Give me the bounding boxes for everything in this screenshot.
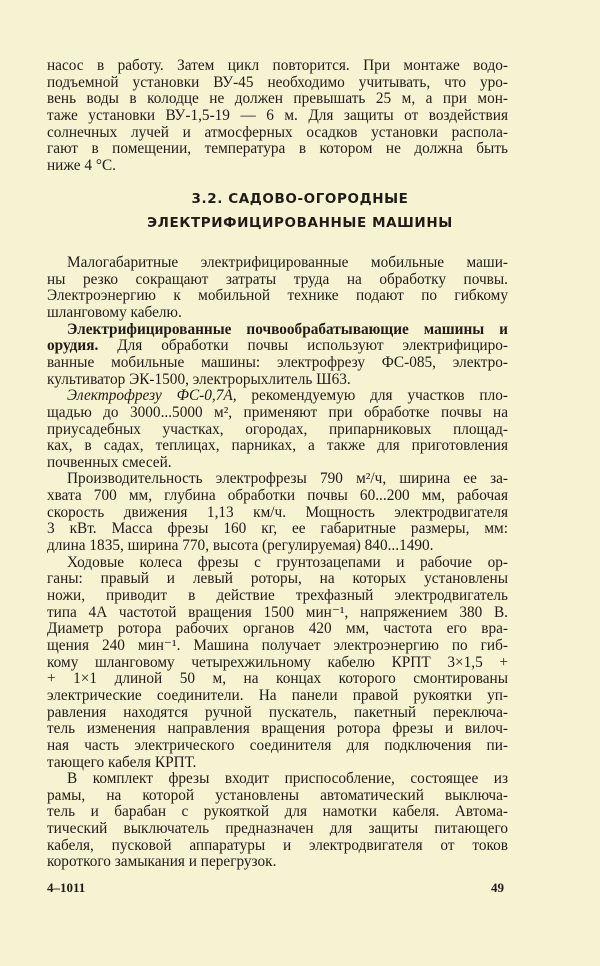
text-run: культиватор ЭК-1500, электрорыхлитель Ш63. — [47, 370, 351, 388]
text-run: рекомендуемую для участков пло- — [236, 387, 508, 405]
text-line — [47, 74, 508, 91]
text-run: Производительность электрофрезы 790 м²/ч, ширина ее за- — [67, 470, 508, 488]
text-line — [67, 554, 508, 571]
bold-run: Электрифицированные почвообрабатывающие машины и — [67, 320, 508, 338]
text-line — [47, 637, 508, 654]
text-line — [47, 754, 508, 771]
text-run: хвата 700 мм, глубина обработки почвы 60...200 мм, рабочая — [47, 487, 508, 505]
text-run: типа 4А частотой вращения 1500 мин⁻¹, напряжением 380 В. — [47, 603, 508, 621]
text-line — [47, 437, 508, 454]
text-run: Для обработки почвы используют электрифициро- — [98, 337, 508, 355]
text-line — [67, 470, 508, 487]
text-line — [47, 704, 508, 721]
text-line — [67, 321, 508, 338]
section-heading-line-1: 3.2. САДОВО-ОГОРОДНЫЕ — [191, 191, 409, 207]
text-run: тающего кабеля КРПТ. — [47, 753, 197, 771]
text-line — [47, 90, 508, 107]
text-run: скорость движения 1,13 км/ч. Мощность электродвигателя — [47, 503, 508, 521]
text-line — [47, 720, 508, 737]
text-line — [47, 687, 508, 704]
text-run: насос в работу. Затем цикл повторится. При монтаже водо- — [47, 57, 508, 74]
text-line — [47, 520, 508, 537]
text-run: кому шланговому четырехжильному кабелю КРПТ 3×1,5 + — [47, 653, 508, 671]
text-line — [47, 853, 508, 870]
text-run: длина 1835, ширина 770, высота (регулируемая) 840...1490. — [47, 537, 434, 555]
text-run: подъемной установки ВУ-45 необходимо учитывать, что уро- — [47, 73, 508, 91]
text-run: ны резко сокращают затраты труда на обработку почвы. — [47, 270, 508, 288]
italic-run: Электрофрезу ФС-0,7А, — [67, 387, 237, 405]
text-line — [47, 487, 508, 504]
text-run: тель изменения направления вращения ротора фрезы и вилоч- — [47, 720, 508, 738]
text-line — [47, 787, 508, 804]
text-run: ванные мобильные машины: электрофрезу ФС-085, электро- — [47, 353, 508, 371]
text-run: 3 кВт. Масса фрезы 160 кг, ее габаритные размеры, мм: — [47, 520, 508, 538]
text-line — [47, 304, 508, 321]
text-run: ниже 4 °С. — [47, 156, 116, 174]
text-run: равления находятся ручной пускатель, пакетный переключа- — [47, 703, 508, 721]
text-line — [47, 404, 508, 421]
text-run: ганы: правый и левый роторы, на которых установлены — [47, 570, 508, 588]
text-line — [47, 620, 508, 637]
text-line — [47, 454, 508, 471]
text-line — [47, 57, 508, 74]
text-line — [47, 124, 508, 141]
text-line — [47, 337, 508, 354]
text-line — [47, 107, 508, 124]
text-run: электрические соединители. На панели правой рукоятки уп- — [47, 686, 508, 704]
text-line — [47, 570, 508, 587]
text-line — [47, 604, 508, 621]
text-run: Электроэнергию к мобильной технике подают по гибкому — [47, 287, 508, 305]
text-run: щадью до 3000...5000 м², применяют при обработке почвы на — [47, 403, 508, 421]
text-line — [67, 254, 508, 271]
text-line — [67, 387, 508, 404]
text-run: короткого замыкания и перегрузок. — [47, 853, 277, 871]
text-line — [47, 287, 508, 304]
text-run: Диаметр ротора рабочих органов 420 мм, частота его вра- — [47, 620, 508, 638]
text-line — [47, 157, 508, 174]
text-run: + 1×1 длиной 50 м, на концах которого смонтированы — [47, 670, 508, 688]
text-line — [67, 770, 508, 787]
text-run: ножи, приводит в действие трехфазный электродвигатель — [47, 587, 508, 604]
text-run: Малогабаритные электрифицированные мобильные маши- — [67, 254, 508, 271]
text-run: В комплект фрезы входит приспособление, состоящее из — [67, 770, 508, 788]
text-line — [47, 371, 508, 388]
printer-signature: 4–1011 — [47, 880, 86, 895]
text-run: рамы, на которой установлены автоматический выключа- — [47, 786, 508, 804]
text-run: приусадебных участках, огородах, припарниковых площад- — [47, 420, 508, 438]
bold-run: орудия. — [47, 337, 99, 355]
text-line — [47, 820, 508, 837]
text-line — [47, 737, 508, 754]
text-line — [47, 837, 508, 854]
text-run: Ходовые колеса фрезы с грунтозацепами и рабочие ор- — [67, 553, 508, 571]
text-line — [47, 421, 508, 438]
text-run: кабеля, пусковой аппаратуры и электродвигателя от токов — [47, 836, 508, 854]
text-line — [47, 670, 508, 687]
text-line — [47, 504, 508, 521]
text-run: ках, в садах, теплицах, парниках, а также для приготовления — [47, 437, 508, 455]
text-line — [47, 803, 508, 820]
text-line — [47, 354, 508, 371]
text-line — [47, 537, 508, 554]
text-run: вень воды в колодце не должен превышать 25 м, а при мон- — [47, 90, 508, 108]
text-run: шланговому кабелю. — [47, 303, 182, 321]
text-run: тель и барабан с рукояткой для намотки кабеля. Автома- — [47, 803, 508, 821]
text-line — [47, 271, 508, 288]
text-run: ная часть электрического соединителя для подключения пи- — [47, 736, 508, 754]
text-line — [47, 140, 508, 157]
text-run: таже установки ВУ-1,5-19 — 6 м. Для защиты от воздействия — [47, 106, 508, 124]
text-run: гают в помещении, температура в котором не должна быть — [47, 140, 508, 158]
section-heading-line-2: ЭЛЕКТРИФИЦИРОВАННЫЕ МАШИНЫ — [147, 215, 453, 231]
text-run: тический выключатель предназначен для защиты питающего — [47, 820, 508, 838]
text-run: солнечных лучей и атмосферных осадков установки распола- — [47, 123, 508, 141]
text-run: щения 240 мин⁻¹. Машина получает электроэнергию по гиб- — [47, 636, 508, 654]
text-line — [47, 587, 508, 604]
text-line — [47, 654, 508, 671]
page-number: 49 — [491, 880, 504, 895]
text-run: почвенных смесей. — [47, 453, 172, 471]
